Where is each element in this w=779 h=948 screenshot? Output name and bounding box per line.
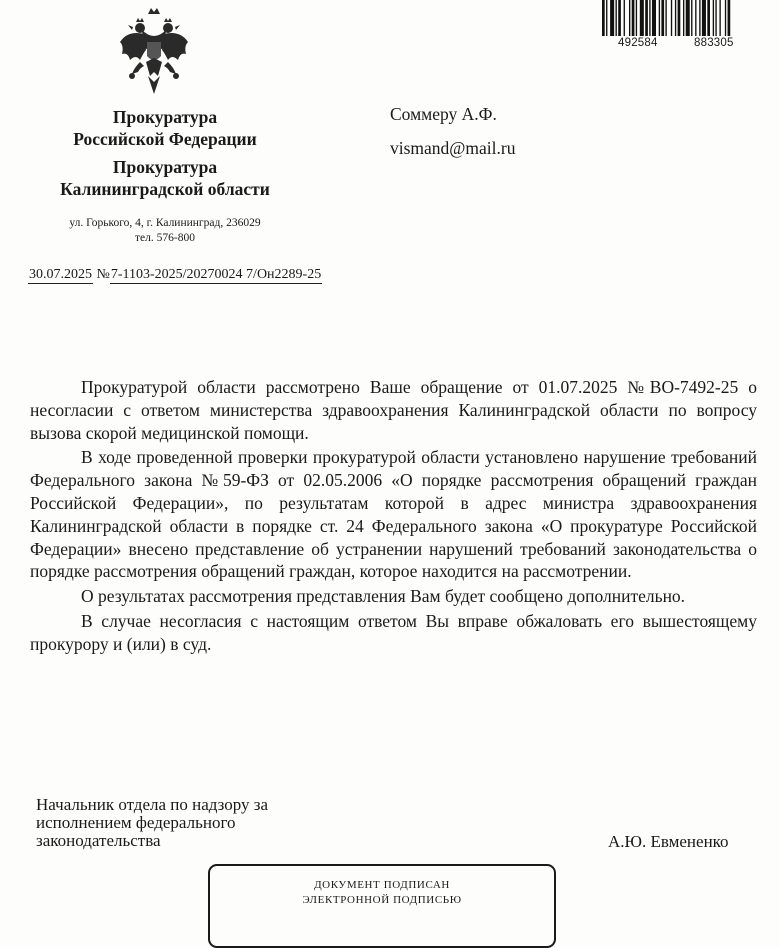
signatory-position-line: Начальник отдела по надзору за: [36, 795, 269, 814]
barcode-bar: [636, 0, 637, 36]
issuer-phone: тел. 576-800: [135, 232, 195, 244]
barcode: [600, 0, 772, 36]
barcode-number-left: 492584: [618, 37, 658, 49]
barcode-bar: [610, 0, 614, 36]
barcode-bar: [640, 0, 644, 36]
document-date: 30.07.2025: [29, 267, 92, 282]
issuer-organization: [30, 106, 300, 150]
recipient-name: Соммеру А.Ф.: [390, 104, 497, 124]
body-paragraph: В ходе проведенной проверки прокуратурой области установлено нарушение требований Федерального закона №59-ФЗ от 02.05.2006 «О порядке рассмотрения обращений граждан Российской Федерации», по результатам которой в адрес министра здравоохранения Калининградской области в порядке ст. 24 Федерального закона «О прокуратуре Российской Федерации» внесено представление об устранении нарушений требований законодательства о порядке рассмотрения обращений граждан, которое находится на рассмотрении.: [30, 447, 757, 582]
barcode-bar: [645, 0, 648, 36]
stamp-line: ДОКУМЕНТ ПОДПИСАН: [314, 879, 450, 891]
barcode-bar: [702, 0, 706, 36]
letter-body: [30, 376, 757, 658]
barcode-bar: [652, 0, 656, 36]
barcode-bar: [665, 0, 666, 36]
issuer-line: Прокуратура: [112, 157, 218, 177]
barcode-bar: [671, 0, 672, 36]
document-number: 7-1103-2025/20270024 7/Он2289-25: [110, 267, 322, 282]
issuer-address: ул. Горького, 4, г. Калининград, 236029: [69, 217, 261, 229]
barcode-bar: [649, 0, 650, 36]
barcode-bar: [725, 0, 726, 36]
barcode-bar: [713, 0, 714, 36]
signatory-position-line: исполнением федерального: [36, 813, 236, 832]
issuer-address-block: [20, 216, 310, 246]
electronic-signature-stamp: [208, 864, 556, 948]
body-paragraph: О результатах рассмотрения представления Вам будет сообщено дополнительно.: [81, 586, 686, 607]
barcode-bar: [695, 0, 696, 36]
body-paragraph: В случае несогласия с настоящим ответом Вы вправе обжаловать его вышестоящему прокурору и (или) в суд.: [30, 610, 757, 654]
barcode-bar: [661, 0, 664, 36]
recipient-block: [390, 97, 515, 165]
barcode-bar: [675, 0, 676, 36]
barcode-bar: [691, 0, 692, 36]
issuer-suborganization: [30, 156, 300, 200]
barcode-bar: [629, 0, 630, 36]
barcode-bar: [606, 0, 607, 36]
barcode-bar: [602, 0, 605, 36]
body-paragraph: Прокуратурой области рассмотрено Ваше обращение от 01.07.2025 №ВО-7492-25 о несогласии с ответом министерства здравоохранения Калининградской области по вопросу вызова скорой медицинской помощи.: [30, 377, 757, 443]
stamp-line: ЭЛЕКТРОННОЙ ПОДПИСЬЮ: [302, 894, 462, 906]
barcode-bar: [624, 0, 625, 36]
issuer-line: Прокуратура: [112, 107, 218, 127]
barcode-bar: [728, 0, 731, 36]
barcode-bar: [699, 0, 700, 36]
barcode-bar: [719, 0, 720, 36]
signatory-position-line: законодательства: [36, 831, 161, 850]
signatory-position: [36, 796, 356, 850]
barcode-bar: [707, 0, 710, 36]
barcode-bar: [683, 0, 684, 36]
barcode-bar: [678, 0, 681, 36]
document-number-prefix: №: [96, 267, 110, 282]
barcode-bar: [659, 0, 660, 36]
coat-of-arms-emblem-icon: [118, 8, 190, 96]
issuer-line: Калининградской области: [60, 179, 270, 199]
recipient-email: vismand@mail.ru: [390, 138, 516, 158]
barcode-bar: [618, 0, 621, 36]
signatory-name: А.Ю. Евмененко: [608, 832, 729, 851]
barcode-bar: [616, 0, 617, 36]
barcode-bar: [686, 0, 690, 36]
barcode-number-right: 883305: [694, 37, 734, 49]
barcode-bar: [715, 0, 716, 36]
issuer-line: Российской Федерации: [73, 129, 257, 149]
document-reference: [28, 267, 322, 283]
barcode-bar: [632, 0, 635, 36]
